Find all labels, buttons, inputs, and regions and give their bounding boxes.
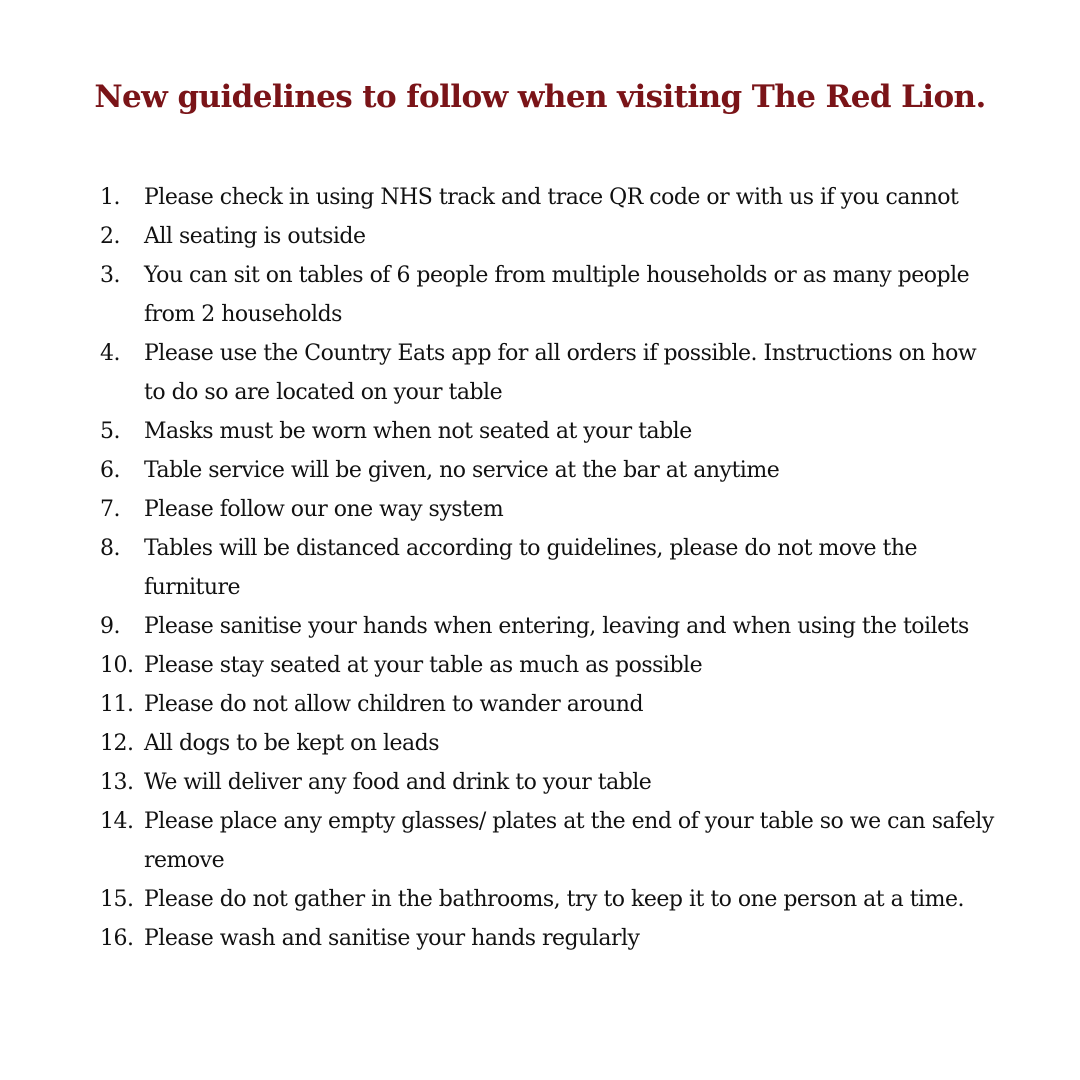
item-text: We will deliver any food and drink to your table <box>144 770 652 795</box>
item-text: Please do not allow children to wander around <box>144 692 644 717</box>
item-number: 3. <box>100 263 120 288</box>
guideline-item-6 <box>100 451 1000 490</box>
item-number: 8. <box>100 536 120 561</box>
item-text: Masks must be worn when not seated at your table <box>144 419 692 444</box>
guideline-item-12 <box>100 724 1000 763</box>
item-number: 15. <box>100 887 134 912</box>
item-text: All dogs to be kept on leads <box>144 731 440 756</box>
item-text: Please wash and sanitise your hands regularly <box>144 926 640 951</box>
guideline-item-3 <box>100 256 1000 334</box>
item-number: 11. <box>100 692 134 717</box>
guideline-item-14 <box>100 802 1000 880</box>
guidelines-list <box>100 178 1000 958</box>
item-text: Please follow our one way system <box>144 497 504 522</box>
item-number: 9. <box>100 614 120 639</box>
item-text: Please do not gather in the bathrooms, try to keep it to one person at a time. <box>144 887 964 912</box>
item-number: 2. <box>100 224 120 249</box>
item-number: 10. <box>100 653 134 678</box>
item-number: 12. <box>100 731 134 756</box>
guideline-item-2 <box>100 217 1000 256</box>
item-number: 1. <box>100 185 120 210</box>
guideline-item-9 <box>100 607 1000 646</box>
guideline-item-11 <box>100 685 1000 724</box>
item-text: Please place any empty glasses/ plates at the end of your table so we can safely remove <box>144 809 994 873</box>
item-text: Table service will be given, no service at the bar at anytime <box>144 458 780 483</box>
guideline-item-1 <box>100 178 1000 217</box>
item-text: Please use the Country Eats app for all orders if possible. Instructions on how to do so are located on your table <box>144 341 977 405</box>
guideline-item-4 <box>100 334 1000 412</box>
item-text: Please stay seated at your table as much as possible <box>144 653 703 678</box>
item-number: 16. <box>100 926 134 951</box>
item-number: 5. <box>100 419 120 444</box>
item-number: 4. <box>100 341 120 366</box>
item-number: 7. <box>100 497 120 522</box>
item-text: You can sit on tables of 6 people from multiple households or as many people from 2 households <box>144 263 970 327</box>
item-number: 6. <box>100 458 120 483</box>
item-text: All seating is outside <box>144 224 366 249</box>
guideline-item-7 <box>100 490 1000 529</box>
guideline-item-5 <box>100 412 1000 451</box>
item-text: Tables will be distanced according to guidelines, please do not move the furniture <box>144 536 918 600</box>
item-text: Please check in using NHS track and trace QR code or with us if you cannot <box>144 185 959 210</box>
item-number: 14. <box>100 809 134 834</box>
item-number: 13. <box>100 770 134 795</box>
guideline-item-16 <box>100 919 1000 958</box>
guideline-item-13 <box>100 763 1000 802</box>
guideline-item-15 <box>100 880 1000 919</box>
item-text: Please sanitise your hands when entering, leaving and when using the toilets <box>144 614 969 639</box>
page-title: New guidelines to follow when visiting The Red Lion. <box>94 79 986 115</box>
guideline-item-8 <box>100 529 1000 607</box>
guideline-item-10 <box>100 646 1000 685</box>
